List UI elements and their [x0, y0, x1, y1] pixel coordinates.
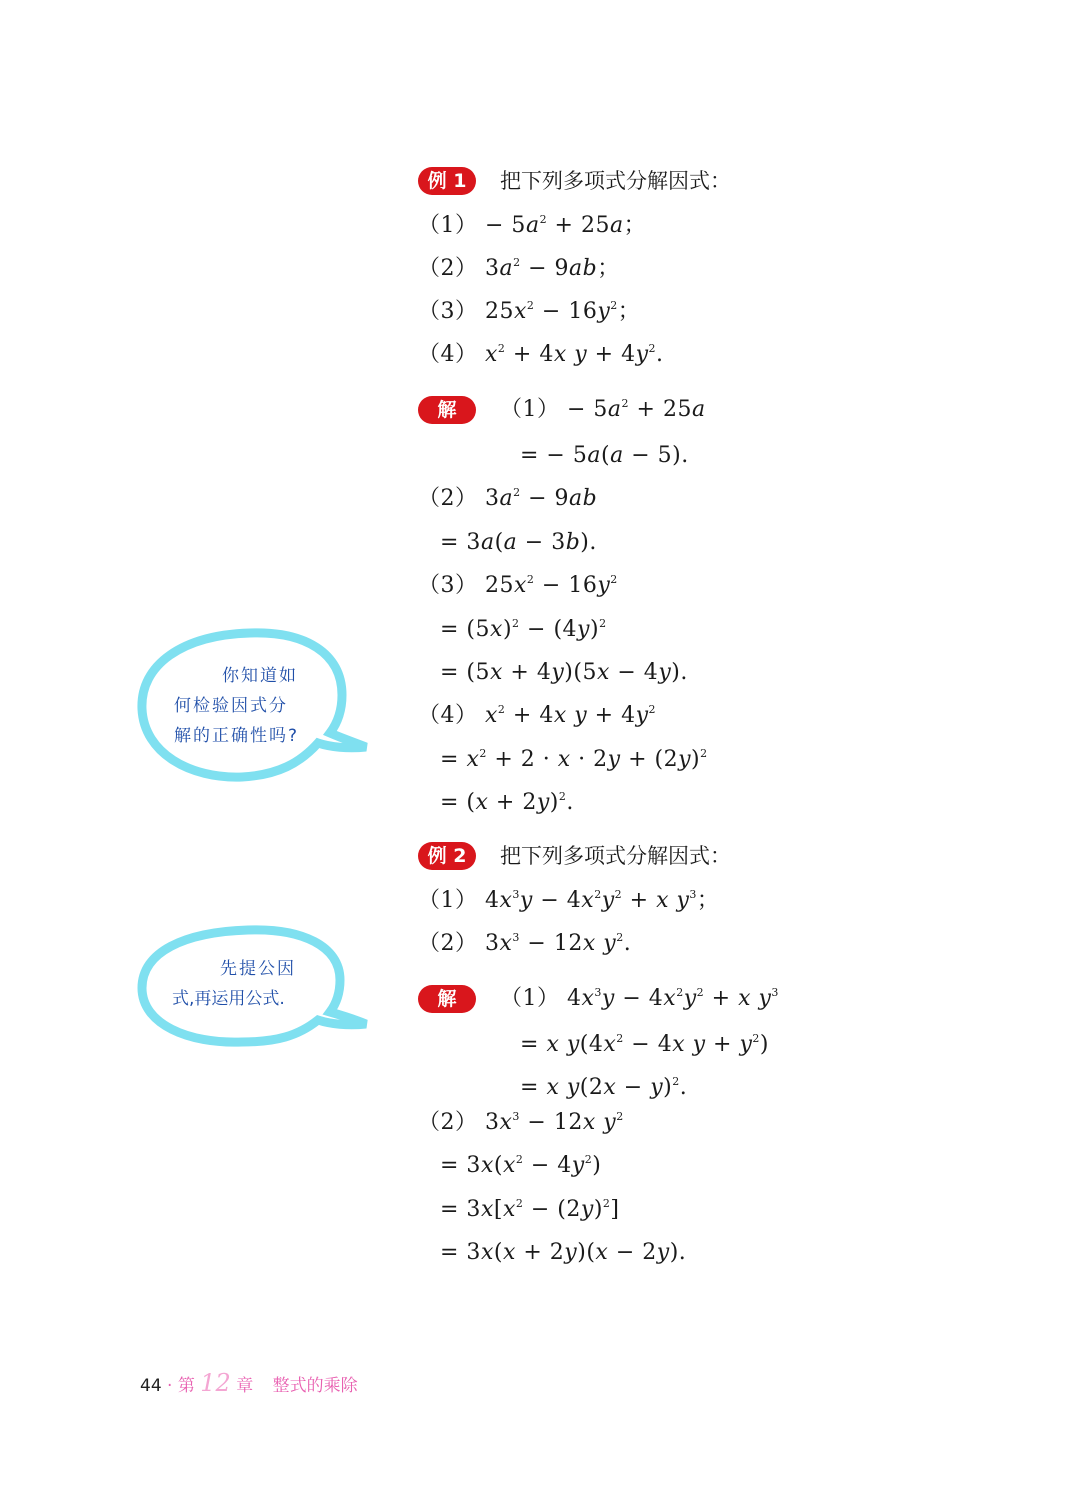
bubble-2-text [172, 954, 296, 1014]
solution-1-line-2: = − 5a(a − 5). [520, 443, 689, 468]
solution-1-line-6: = $(5x)^2 - (4y)^2$ [440, 617, 607, 642]
solution-2-badge: 解 [418, 985, 476, 1013]
solution-2-line-4: （2） $3x^3 - 12x$ $y^2$ [418, 1110, 624, 1135]
solution-1-line-10: = $(x + 2y)^2$. [440, 790, 574, 815]
chapter-suffix: 章 [236, 1376, 254, 1396]
bubble-1-line: 你知道如 [222, 666, 298, 686]
item-label: （4） [418, 342, 478, 367]
item-expression: $25x^2 - 16y^2$； [485, 299, 641, 324]
item-label: （2） [418, 931, 478, 956]
solution-2-line-2: = x $y(4x^2 - 4x$ $y + y^2$) [520, 1032, 770, 1057]
solution-1-line-4: = 3a(a − 3b). [440, 530, 597, 555]
example-2-item-1 [418, 884, 719, 918]
solution-2-line-5: = $3x(x^2 - 4y^2)$ [440, 1153, 602, 1178]
bubble-1-text [174, 661, 299, 751]
example-1-heading: 把下列多项式分解因式： [500, 169, 731, 193]
example-1-item-1 [418, 209, 646, 243]
solution-1-badge: 解 [418, 396, 476, 424]
solution-1-line-3: （2） $3a^2 - 9ab$ [418, 486, 598, 511]
bubble-1-line: 何检验因式分 [174, 696, 288, 716]
solution-1-line-9: = $x^2 + 2 \cdot x \cdot 2y + (2y)^2$ [440, 747, 708, 772]
page-footer [140, 1368, 358, 1398]
item-expression: $3a^2 - 9ab$； [485, 256, 620, 281]
item-label: （2） [418, 256, 478, 281]
solution-2-line-6: = $3x[x^2 - (2y)^2]$ [440, 1197, 620, 1222]
example-1-badge: 例 1 [418, 167, 476, 195]
solution-2-line-7: = 3x(x + 2y)(x − 2y). [440, 1240, 687, 1265]
solution-2-line-1: （1） $4x^3y - 4x^2y^2 + x$ $y^3$ [500, 986, 779, 1011]
page-number: 44 [140, 1376, 162, 1396]
example-2-item-2 [418, 927, 631, 961]
item-expression: $4x^3y - 4x^2y^2 + x$ $y^3$； [485, 888, 720, 913]
example-1-item-4 [418, 338, 664, 372]
solution-1-line-7: = (5x + 4y)(5x − 4y). [440, 660, 688, 685]
item-label: （1） [418, 213, 478, 238]
example-1-item-2 [418, 252, 620, 286]
solution-2-line-3: = x $y(2x - y)^2$. [520, 1075, 688, 1100]
item-label: （3） [418, 299, 478, 324]
chapter-number: 12 [200, 1369, 231, 1397]
solution-1-line-8: （4） $x^2 + 4x$ $y + 4y^2$ [418, 703, 657, 728]
item-expression: $x^2 + 4x$ $y + 4y^2$. [485, 342, 664, 367]
chapter-prefix: 第 [177, 1376, 195, 1396]
thought-bubble-2 [130, 922, 370, 1050]
bubble-1-line: 解的正确性吗? [174, 726, 300, 746]
example-2-heading: 把下列多项式分解因式： [500, 844, 731, 868]
solution-1-line-1: $(1) - 5a^2 + 25a$ [500, 397, 706, 422]
example-2-badge: 例 2 [418, 842, 476, 870]
solution-1-line-5: （3） $25x^2 - 16y^2$ [418, 573, 618, 598]
item-expression: − $5a^2 + 25a$； [485, 213, 647, 238]
footer-dot: · [167, 1376, 173, 1396]
thought-bubble-1 [130, 625, 370, 785]
chapter-title: 整式的乘除 [272, 1376, 358, 1396]
item-label: （1） [418, 888, 478, 913]
bubble-2-line: 先提公因 [220, 959, 296, 979]
example-1-item-3 [418, 295, 640, 329]
bubble-2-line: 式,再运用公式. [172, 989, 285, 1009]
item-expression: $3x^3 - 12x$ $y^2$. [485, 931, 632, 956]
